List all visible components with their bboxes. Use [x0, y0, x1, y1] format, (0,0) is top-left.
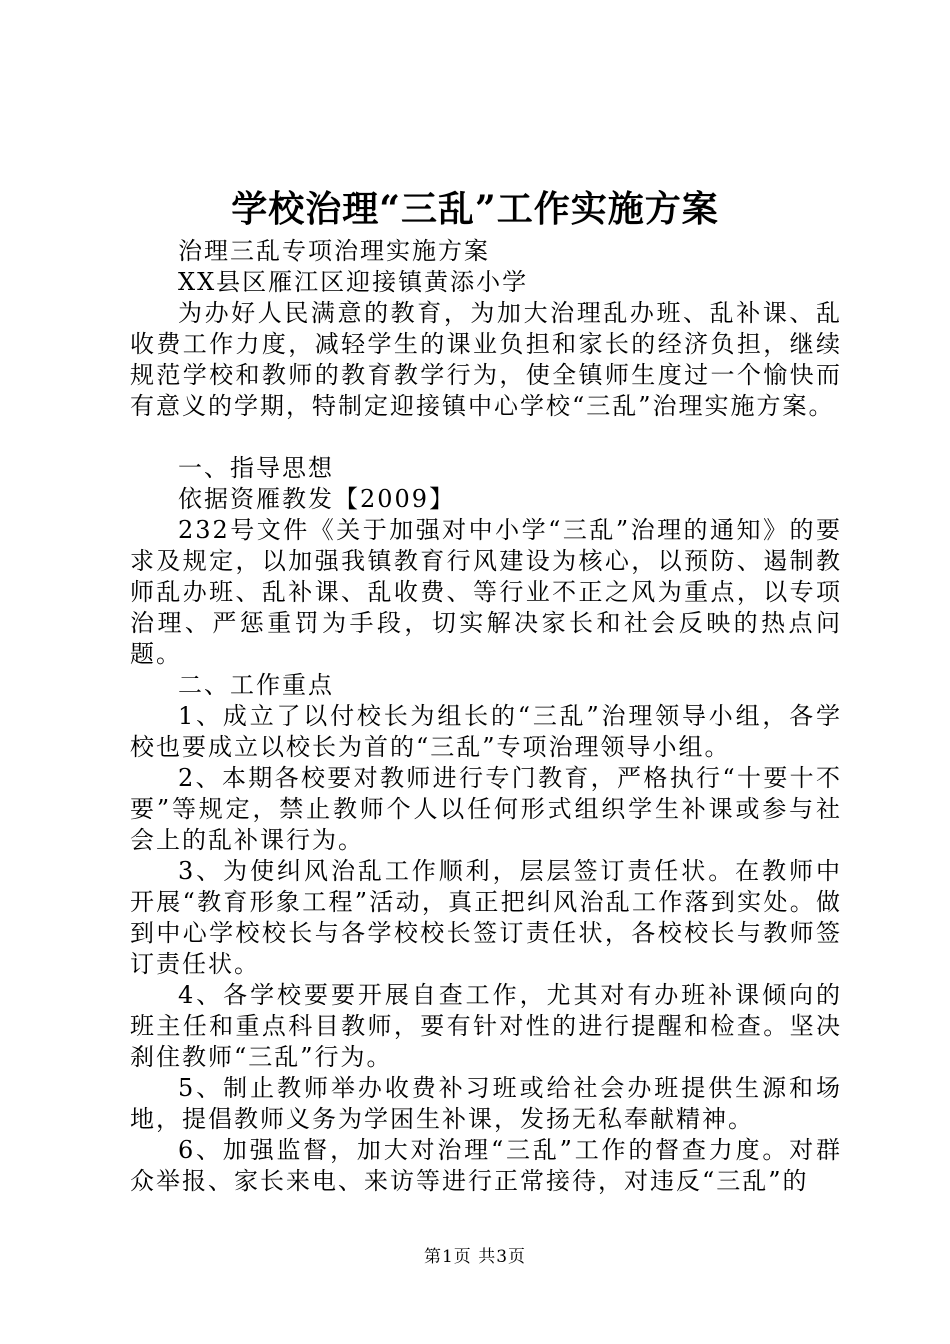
work-item-1: 1、成立了以付校长为组长的“三乱”治理领导小组，各学校也要成立以校长为首的“三乱”专项治理领导小组。: [130, 702, 842, 761]
subtitle-paragraph: 治理三乱专项治理实施方案: [178, 237, 490, 265]
section-heading-work-focus: 二、工作重点: [178, 671, 334, 699]
document-reference-paragraph: 232号文件《关于加强对中小学“三乱”治理的通知》的要求及规定，以加强我镇教育行风建设为核心，以预防、遏制教师乱办班、乱补课、乱收费、等行业不正之风为重点，以专项治理、严惩重罚为手段，切实解决家长和社会反映的热点问题。: [130, 516, 842, 668]
work-item-5: 5、制止教师举办收费补习班或给社会办班提供生源和场地，提倡教师义务为学困生补课，发扬无私奉献精神。: [130, 1074, 842, 1133]
work-item-6: 6、加强监督，加大对治理“三乱”工作的督查力度。对群众举报、家长来电、来访等进行正常接待，对违反“三乱”的: [130, 1136, 842, 1195]
school-name-paragraph: XX县区雁江区迎接镇黄添小学: [178, 268, 529, 296]
page-number-footer: 第1页 共3页: [423, 1247, 527, 1267]
document-body: [130, 236, 842, 1197]
work-item-3: 3、为使纠风治乱工作顺利，层层签订责任状。在教师中开展“教育形象工程”活动，真正把纠风治乱工作落到实处。做到中心学校校长与各学校校长签订责任状，各校校长与教师签订责任状。: [130, 857, 842, 978]
basis-paragraph: 依据资雁教发【2009】: [178, 485, 456, 513]
intro-paragraph: 为办好人民满意的教育，为加大治理乱办班、乱补课、乱收费工作力度，减轻学生的课业负担和家长的经济负担，继续规范学校和教师的教育教学行为，使全镇师生度过一个愉快而有意义的学期，特制定迎接镇中心学校“三乱”治理实施方案。: [130, 299, 842, 420]
work-item-4: 4、各学校要要开展自查工作，尤其对有办班补课倾向的班主任和重点科目教师，要有针对性的进行提醒和检查。坚决刹住教师“三乱”行为。: [130, 981, 842, 1071]
work-item-2: 2、本期各校要对教师进行专门教育，严格执行“十要十不要”等规定，禁止教师个人以任何形式组织学生补课或参与社会上的乱补课行为。: [130, 764, 842, 854]
section-heading-guiding-ideology: 一、指导思想: [178, 454, 334, 482]
document-title: 学校治理“三乱”工作实施方案: [231, 188, 719, 230]
